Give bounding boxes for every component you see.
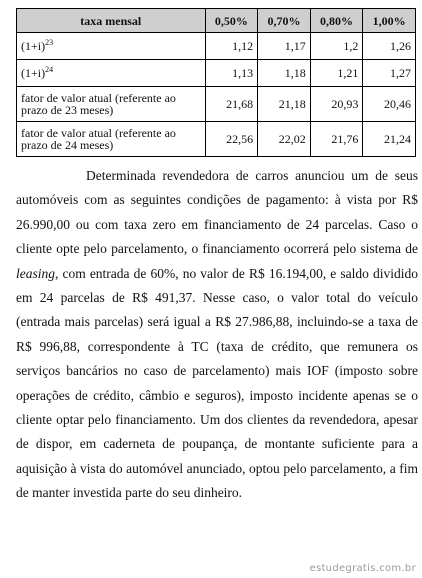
header-cell-rate: 0,80% <box>310 9 363 33</box>
table-cell: 1,21 <box>310 60 363 87</box>
header-cell-taxa-mensal: taxa mensal <box>17 9 206 33</box>
table-cell: 1,18 <box>258 60 311 87</box>
header-cell-rate: 1,00% <box>363 9 416 33</box>
table-cell: 20,93 <box>310 87 363 122</box>
table-cell: 21,24 <box>363 122 416 157</box>
table-row <box>17 122 416 157</box>
table-cell: 1,26 <box>363 33 416 60</box>
exponent: 23 <box>45 38 54 47</box>
header-cell-rate: 0,70% <box>258 9 311 33</box>
table-cell: 1,12 <box>205 33 258 60</box>
table-cell: 22,56 <box>205 122 258 157</box>
header-cell-rate: 0,50% <box>205 9 258 33</box>
table-cell: 1,2 <box>310 33 363 60</box>
paragraph-text-part1: Determinada revendedora de carros anunciou um de seus automóveis com as seguintes condições de pagamento: à vista por R$ 26.990,00 ou com taxa zero em financiamento de 24 parcelas. Caso o cliente opte pelo parcelamento, o financiamento ocorrerá pelo sistema de <box>16 168 418 257</box>
table-cell: 21,76 <box>310 122 363 157</box>
table-cell: 22,02 <box>258 122 311 157</box>
paragraph-italic-term: leasing <box>16 265 55 281</box>
problem-paragraph <box>16 164 418 506</box>
table-cell: 1,17 <box>258 33 311 60</box>
exponent: 24 <box>45 65 54 74</box>
row-label: fator de valor atual (referente ao prazo de 24 meses) <box>17 122 206 157</box>
interest-rate-table <box>16 8 416 157</box>
row-label: fator de valor atual (referente ao prazo de 23 meses) <box>17 87 206 122</box>
paragraph-text-part2: , com entrada de 60%, no valor de R$ 16.194,00, e saldo dividido em 24 parcelas de R$ 491,37. Nesse caso, o valor total do veículo (entrada mais parcelas) será igual a R$ 27.986,88, incluindo-se a taxa de R$ 996,88, correspondente à TC (taxa de crédito, que remunera os serviços bancários no caso de parcelamento) mais IOF (imposto sobre operações de crédito, câmbio e seguros), imposto incidente apenas se o cliente optar pelo financiamento. Um dos clientes da revendedora, apesar de dispor, em caderneta de poupança, de montante suficiente para a aquisição à vista do automóvel anunciado, optou pelo parcelamento, a fim de manter investida parte do seu dinheiro. <box>16 265 418 501</box>
table-cell: 20,46 <box>363 87 416 122</box>
table-cell: 21,18 <box>258 87 311 122</box>
row-label: $(1+i)^{23}$ <box>17 33 206 60</box>
row-label: $(1+i)^{24}$ <box>17 60 206 87</box>
table-header-row <box>17 9 416 33</box>
table-cell: 1,27 <box>363 60 416 87</box>
table-cell: 1,13 <box>205 60 258 87</box>
table-cell: 21,68 <box>205 87 258 122</box>
table-row <box>17 33 416 60</box>
table-row <box>17 60 416 87</box>
table-row <box>17 87 416 122</box>
watermark-footer: estudegratis.com.br <box>309 563 416 574</box>
